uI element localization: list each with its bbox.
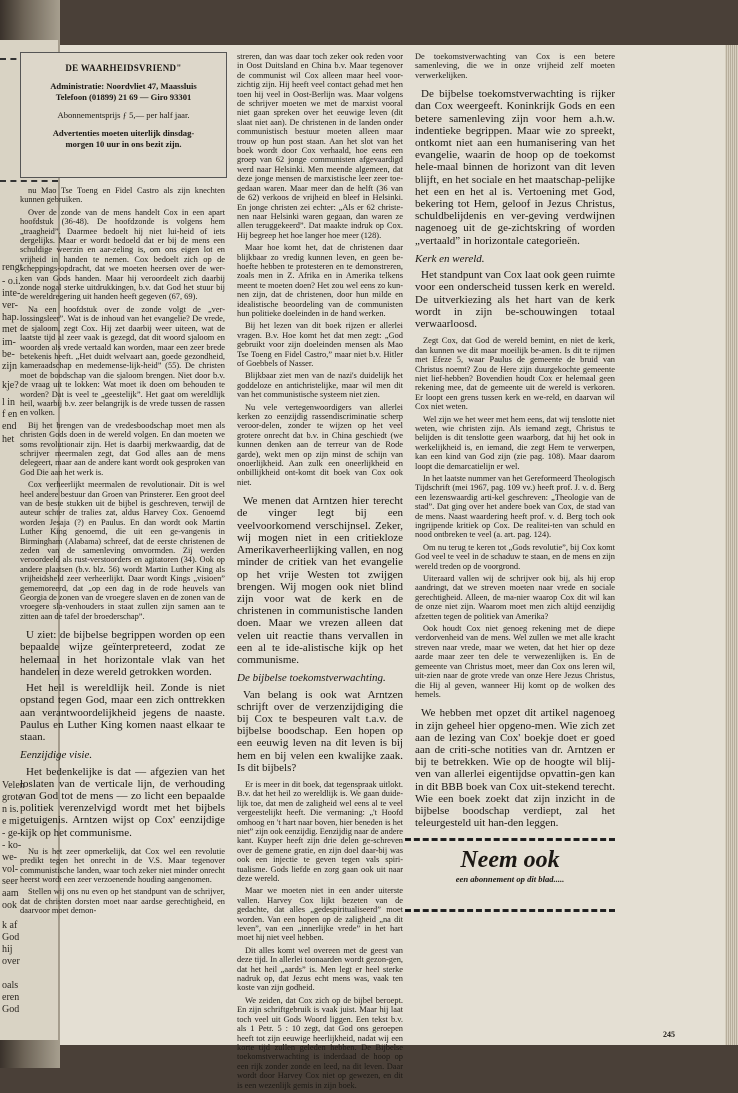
prev-page-fragment: l in [2,397,16,408]
prev-page-fragment: rengt [2,262,23,273]
column-1 [20,186,225,919]
paragraph-large: Het heil is wereldlijk heil. Zonde is niet opstand tegen God, maar een zich onttrekken aan verantwoordelijkheid jegens de naaste. Paulus en Luther King komen naast elkaar te staan. [20,682,225,743]
column-3 [415,52,615,833]
prev-page-fragment: - o.i. [2,276,21,287]
paragraph: Maar we moeten niet in een ander uiterste vallen. Harvey Cox lijkt bezeten van de gedachte, dat alles „gedespiritualiseerd” moet worden. Van een hopen op de zaligheid „na dit leven”, van een „innerlijke vrede” in het hart moet hij niet veel hebben. [237,886,403,943]
paragraph-large: De bijbelse toekomstverwachting is rijker dan Cox weergeeft. Koninkrijk Gods en een betere samenleving zijn voor hem a.h.w. indentieke begrippen. Maar wie zo spreekt, ontkomt niet aan een humanisering van het evangelie, waarin de hoop op de toekomst hele-maal binnen de horizont van dit leven blijft, en het sociale en het maatschap-pelijke het een en het al is. Vertoening met God, bekering tot Hem, geloof in Jezus Christus, schuldbelijdenis en ver-geving verdwijnen nagenoeg uit de ge-zichtskring of worden „vertaald” in horizontale categorieën. [415,88,615,247]
paragraph: Bij het lezen van dit boek rijzen er allerlei vragen. B.v. Hoe komt het dat men zegt: „God gebruikt voor zijn doeleinden mensen als Mao Tse Toeng en Fidel Castro,” maar niet b.v. Hitler of Goebbels of Nasser. [237,321,403,368]
section-heading: Kerk en wereld. [415,252,485,265]
prev-page-fragment: f en [2,409,18,420]
prev-page-fragment: oals [2,980,19,991]
prev-page-fragment: n is. [2,804,19,815]
paragraph-large: Het standpunt van Cox laat ook geen ruimte voor een onderscheid tussen kerk en wereld. De uitverkiezing als het hart van de kerk wordt in zijn be-schouwingen totaal verwaarloosd. [415,269,615,331]
prev-page-fragment: aam [2,888,19,899]
masthead-ads-line2: morgen 10 uur in ons bezit zijn. [65,138,182,149]
paragraph: nu Mao Tse Toeng en Fidel Castro als zijn knechten kunnen gebruiken. [20,186,225,205]
masthead-address: Administratie: Noordvliet 47, Maassluis [50,81,197,91]
masthead-title: DE WAARHEIDSVRIEND" [65,63,182,73]
prev-page-fragment: eren [2,992,20,1003]
paragraph: Nu vele vertegenwoordigers van allerlei kerken zo eenzijdig rassendiscriminatie scherp veroor-delen, zonder te wijzen op het veel grotere onrecht dat b.v. in China geschiedt (we kunnen denken aan de terreur van de Rode garde), wekt men op zijn minst de schijn van onoerlijkheid. Aan zulk een oneerlijkheid en onbillijkheid ont-komt dit boek van Cox ook niet. [237,402,403,487]
paragraph: In het laatste nummer van het Gereformeerd Theologisch Tijdschrift (mei 1967, pag. 109 vv.) heeft prof. J. v. d. Berg een lezenswaardig arti-kel geschreven: „Theologie van de stad”. Dat ging over het andere boek van Cox, de stad van de mens. Naast waardering heeft prof. v. d. Berg toch ook ingrijpende kritiek op Cox. De realitei-ten van schuld en nood ontbreken te veel (a. art. pag. 124). [415,473,615,540]
page-stack-edge [725,45,738,1045]
paragraph: Dit alles komt wel overeen met de geest van deze tijd. In allerlei toonaarden wordt gezon-gen, dat het heil „aards” is. Men legt er heel sterke nadruk op, dat Jezus echt mens was, vaak ten koste van zijn godheid. [237,945,403,993]
paragraph: Om nu terug te keren tot „Gods revolutie”, bij Cox komt God veel te veel in de schaduw te staan, en de mens en zijn wereld treden op de voorgrond. [415,542,615,571]
prev-page-fragment: vol- [2,864,19,875]
prev-page-fragment: kje? [2,380,19,391]
masthead-box [20,52,227,178]
paragraph: Cox verheerlijkt meermalen de revolutionair. Dit is wel heel andere bestuur dan Groen van Prinsterer. Een groot deel van de beste stukken uit de bijbel is geschreven, terwijl de auteur schter de tralies zat, aldus Harvey Cox. Genoemd worden Jesaja (?) en Paulus. En dan wordt ook Martin Luther King genoemd, die uit een ge-vangenis in Birmingham (Alabama) schreef, dat de eerste christenen de zeden van de samenleving omvormden. Zij werden veroordeeld als rust-verstoorders en agitatoren (34). Ook op andere plaatsen (b.v. blz. 56) wordt Martin Luther King als vrijheidsheld zeer verheerlijkt. Daar wordt Kings „visioen” gememoreerd, dat „op een dag in de rode heuvels van Georgia de zonen van de vroegere slaven en de zonen van de vroegere sla-venhouders in staat zullen zijn samen aan te zitten aan de tafel der broederschap”. [20,480,225,621]
prev-page-fragment: grote [2,792,23,803]
paragraph: Er is meer in dit boek, dat tegenspraak uitlokt. B.v. dat het heil zo wereldlijk is. We gaan duide-lijk toe, dat men de zaligheid wel eens al te veel vergeestelijkt heeft. Die vermaning: „'t Hoofd omhoog en 't hart naar boven, hier beneden is het niet” zijn ook eenzijdig. Eenzijdig naar de andere kant. Kuyper heeft zijn drie delen ge-schreven over de gemene gratie, en zijn doel daar-bij was ook een injectie te geven tegen vals spiri-tualisme. Gods liefde en zorg gaan ook uit naar deze wereld. [237,779,403,884]
prev-page-fragment: over [2,956,20,967]
promo-subtitle: een abonnement op dit blad..... [455,874,565,884]
prev-page-fragment: God [2,1004,20,1015]
paragraph: We zeiden, dat Cox zich op de bijbel beroept. En zijn schriftgebruik is vaak juist. Maar hij laat toch veel uit Gods Woord liggen. Een tekst b.v. als 1 Petr. 5 : 10 zegt, dat God ons geroepen heeft tot zijn eeuwige heerlijkheid, nadat wij een korte tijd zullen geleden hebben. De Bijbelse toekomstverwachting is inderdaad de hoop op een rijk zonder zonde en leed, na dit leven. Daar wordt door Harvey Cox niet op gewezen, en dit is een wezenlijk gemis in zijn boek. [237,995,403,1090]
prev-page-fragment: ook [2,900,17,911]
prev-page-fragment: we- [2,852,17,863]
prev-page-fragment: zijn [2,361,17,372]
paragraph: Ook houdt Cox niet genoeg rekening met de diepe verdorvenheid van de mens. Wel zullen we met alle kracht streven naar vrede, maar we weten, dat het hier op deze aarde maar zeer ten dele te verwezenlijken is. En de gemeente van Christus moet, meer dan Cox ons leren wil, uit-zien naar de grote vrede van onze Here Jezus Christus, die Hij al geven, wanneer Hij komt op de wolken des hemels. [415,624,615,699]
prev-page-fragment: - ko- [2,840,22,851]
paragraph: Zegt Cox, dat God de wereld bemint, en niet de kerk, dan kunnen we dit maar moeilijk be-amen. Is dit te rijmen met Efeze 5, waar Paulus de gemeente de bruid van Christus noemt? Zou de Here zijn duurgekochte gemeente niet lief-hebben? Bovendien houdt Cox er helemaal geen rekening mee, dat de gemeente uit de wereld is verkoren. Er loopt een grens tussen kerk en we-reld, en daarvan wil Cox niet weten. [415,336,615,412]
prev-page-fragment: be- [2,349,15,360]
prev-page-fragment: seer [2,876,19,887]
paragraph-large: Van belang is ook wat Arntzen schrijft over de verzenzijdiging die bij Cox te bespeuren valt t.a.v. de bijbelse boodschap. Een hopen op een eeuwig leven na dit leven is bij hem en bij velen een kwalijke zaak. Is dit bijbels? [237,688,403,774]
paragraph: Wel zijn we het weer met hem eens, dat wij tenslotte niet weten, wie christen zijn. Als iemand zegt, Christus te belijden is dit tenslotte geen waarborg, dat hij het ook in werkelijkheid is, en iemand, die zegt Hem te verwerpen, kan een kind van God zijn (zie pag. 108). Maar daarom loopt die demarcatielijn er wel. [415,414,615,471]
prev-page-fragment: God [2,932,20,943]
paragraph: Stellen wij ons nu even op het standpunt van de schrijver, dat de christen dorsten moet naar aardse gerechtigheid, en daarvoor moet demon- [20,887,225,916]
prev-page-fragment: k af [2,920,18,931]
section-heading: Eenzijdige visie. [20,749,93,762]
paragraph: Blijkbaar ziet men van de nazi's duidelijk het goddeloze en antichristelijke, maar wil men dit van het communistische systeem niet zien. [237,371,403,400]
prev-page-fragment: hap. [2,312,19,323]
page-number: 245 [663,1030,675,1039]
paragraph-large: We menen dat Arntzen hier terecht de vinger legt bij een veelvoorkomend verschijnsel. Zeker, wij mogen niet in een critiekloze Amerikaverheerlijking vallen, en nog minder de critiek van het evangelie op het vrije Westen tot zwijgen brengen. Wij mogen ook niet blind zijn voor wat de kerk en de christenen in communistische landen doen. Maar we vrezen alleen dat velen uit reactie thans vervallen in een al te ide-alistische kijk op het communisme. [237,495,403,666]
masthead-subscription: Abonnementsprijs ƒ 5,— per half jaar. [57,110,190,120]
paragraph-large: We hebben met opzet dit artikel nagenoeg in zijn geheel hier opgeno-men. Wie zich zet aan de lezing van Cox' boekje doet er goed aan de criti-sche notities van dr. Arntzen er bij te betrekken. Wie op de hoogte wil blij-ven van allerlei eigentijdse opvattin-gen kan in dit BBB boek van Cox uit-stekend terecht. Wie een boek zoekt dat zijn inzicht in de bijbelse boodschap verdiept, zal het teleurgesteld uit han-den leggen. [415,707,615,830]
prev-page-fragment: - ge- [2,828,21,839]
prev-page-fragment: het [2,434,15,445]
paragraph: Over de zonde van de mens handelt Cox in een apart hoofdstuk (36-48). De hoofdzonde is volgens hem „traagheid”. Daarmee bedoelt hij niet lui-heid of iets dergelijks. Maar er wordt bedoeld dat er bij de mens een schuldige weerzin en aar-zeling is, om ons eigen lot en vrijheid in handen te nemen. Cox bedoelt zich op de scheppings-opdracht, dat we moeten heersen over de wer-ken van Gods handen. Maar hij veroordeelt zich daarbij zonde nogal sterke uitdrukkingen, b.v. dat God het stuur bij de wereldregering uit handen heeft gegeven (67, 69). [20,207,225,302]
prev-page-fragment: hij [2,944,13,955]
paragraph: De toekomstverwachting van Cox is een betere samenleving, die we in onze vrijheid zelf moeten verwerkelijken. [415,52,615,80]
masthead-phone: Telefoon (01899) 21 69 — Giro 93301 [55,91,192,102]
paragraph: streren, dan was daar toch zeker ook reden voor in Oost Duitsland en China b.v. Maar tegenover de communist wil Cox alleen maar heel voor-zichtig zijn. Hij heeft veel contact gehad met hen toen hij veel in Oost-Berlijn was. Maar volgens de schrijver moeten we met de marxist vooral niet gaan spreken over het eeuwige leven (dit slaat niet aan). De christenen in de landen onder communistisch bestuur moeten alleen maar trouw op hun post staan. Aan het slot van het boek wordt door Cox verhaald, hoe eens een groep van 62 jonge communisten afgevaardigd werd naar Helsinki. Men meende algemeen, dat deze jonge mensen de marxistische leer zeer toe-gedaan waren. Maar meer dan de helft (36 van de 62) verkoos de vrijheid en bleef in Helsinki. En jonge christen zei echter: „Als er 62 christe-nen naar Helsinki waren gegaan, dan waren ze allen teruggekeerd”. Dat maakte indruk op Cox. Hij begreep het hoe langer hoe meer (128). [237,52,403,240]
prev-page-fragment: met [2,324,17,335]
subscription-promo [405,838,615,912]
paragraph-large: U ziet: de bijbelse begrippen worden op een bepaalde wijze geïnterpreteerd, zodat ze helemaal in het horizontale vlak van het handelen in deze wereld getrokken worden. [20,629,225,678]
prev-page-fragment: im- [2,337,16,348]
paragraph: Maar hoe komt het, dat de christenen daar blijkbaar zo vredig kunnen leven, en geen be-hoefte hebben te protesteren en te demonstreren, zoals men in Z. Afrika en in Amerika telkens meent te moeten doen? Het zou wel eens zo kun-nen zijn, dat de christenen, door hun milde en idealistische beoordeling van de communisten hun politieke doeleinden in de hand werken. [237,243,403,318]
prev-page-fragment: Velen [2,780,25,791]
prev-page-fragment: e mi [2,816,20,827]
divider [0,180,58,182]
promo-title: Neem ook [460,847,560,873]
paragraph: Uiteraard vallen wij de schrijver ook bij, als hij erop aandringt, dat we streven moeten naar vrede en sociale gerechtigheid. Alleen, de ma-nier waarop Cox dit wil kan de onze niet zijn. Waarom moet men zich altijd eenzijdig afzetten tegen de politiek van Amerika? [415,574,615,621]
prev-page-fragment: inte- [2,288,21,299]
paragraph: Nu is het zeer opmerkelijk, dat Cox wel een revolutie predikt tegen het onrecht in de V.S. Maar tegenover communistische landen, waar toch zeker niet minder onrecht heerst wordt een zeer verzoenende houding aangenomen. [20,846,225,884]
paragraph: Na een hoofdstuk over de zonde volgt de „ver-lossingsleer”. Wat is de inhoud van het evangelie? De vrede, de sjaloom, zegt Cox. Hij zet daarbij weer uiteen, wat de laatste tijd al zeer vaak is gezegd, dat dit woord sjaloom en woorden als vrede vertaald kan worden, maar een zeer brede betekenis heeft. „Het duidt welvaart aan, goede gezondheid, kameraadschap en medemense-lijk-heid” (55). De christen moet de boodschap van die sjaloom brengen. Niet door b.v. de vraag uit te lokken: Wat moet ik doen om behouden te worden? Dat is veel te „geestelijk”. Het gaat om wereldlijk heil, waarbij b.v. zeer belangrijk is de vrede tussen de rassen en volken. [20,304,225,418]
prev-page-fragment: ver- [2,300,18,311]
section-heading: De bijbelse toekomstverwachting. [237,672,386,685]
column-2 [237,52,403,1093]
paragraph-large: Het bedenkelijke is dat — afgezien van het loslaten van de verticale lijn, de verhouding van God tot de mens — zo licht een bepaalde politiek verenzelvigd wordt met het bijbels getuigenis. Arntzen wijst op Cox' eenzijdige kijk op het communisme. [20,765,225,839]
masthead-ads-line1: Advertenties moeten uiterlijk dinsdag- [52,128,195,138]
prev-page-fragment: end [2,421,17,432]
paragraph: Bij het brengen van de vredesboodschap moet men als christen Gods doen in de wereld volgen. En dan moeten we soms revolutionair zijn. Het is daarbij merkwaardig, dat de schrijver meermalen zegt, dat God alles aan de mens delegeert, maar aan de andere kant wordt ook gesproken van God Die aan het werk is. [20,420,225,477]
